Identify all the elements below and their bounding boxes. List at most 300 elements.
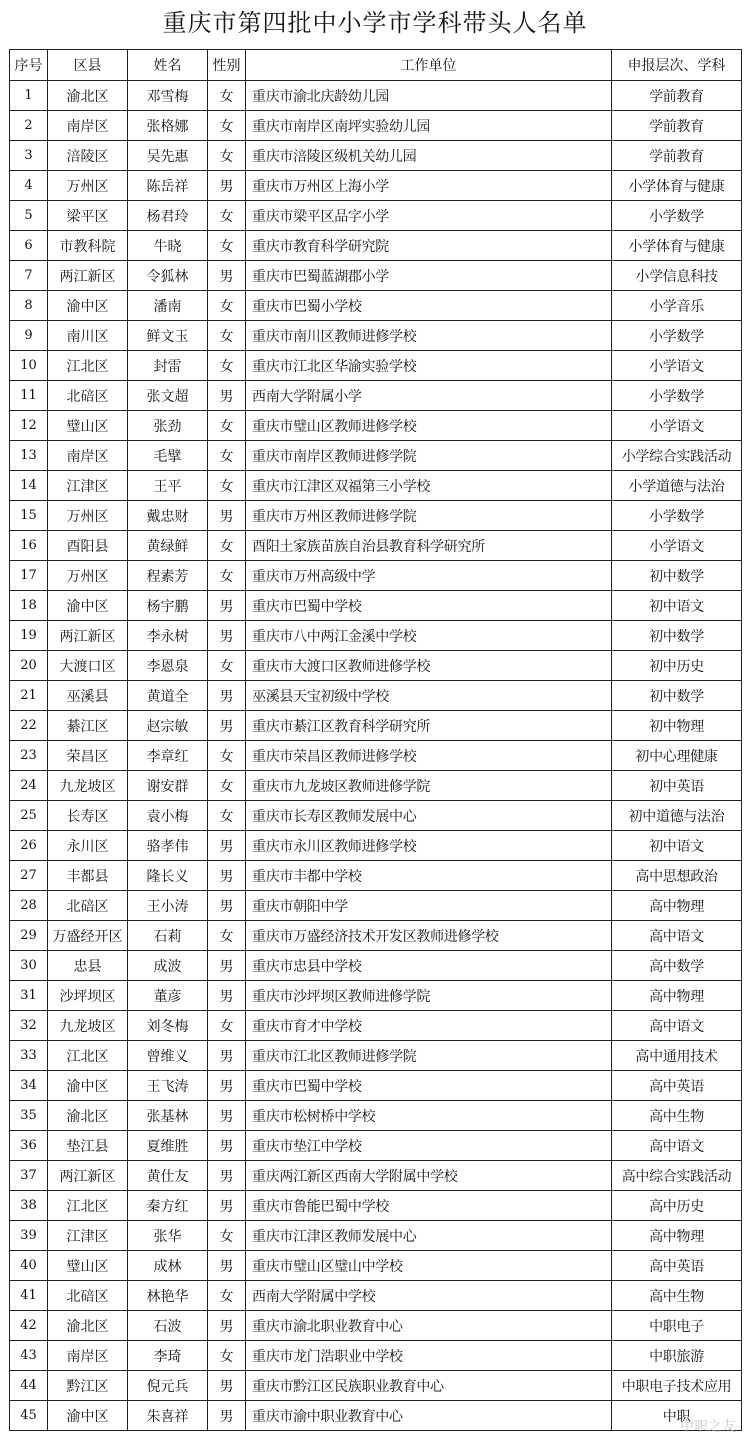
- cell-gender: 女: [208, 1281, 246, 1311]
- cell-index: 8: [10, 291, 48, 321]
- cell-subject: 初中历史: [612, 651, 742, 681]
- cell-district: 涪陵区: [48, 141, 128, 171]
- table-row: [10, 201, 742, 231]
- leaders-table: [9, 49, 742, 1431]
- cell-workplace: 重庆市渝北庆龄幼儿园: [246, 81, 612, 111]
- cell-gender: 男: [208, 681, 246, 711]
- table-row: [10, 1101, 742, 1131]
- cell-name: 邓雪梅: [128, 81, 208, 111]
- cell-name: 赵宗敏: [128, 711, 208, 741]
- cell-index: 36: [10, 1131, 48, 1161]
- table-row: [10, 771, 742, 801]
- cell-name: 潘南: [128, 291, 208, 321]
- table-row: [10, 321, 742, 351]
- header-gender: 性别: [208, 50, 246, 81]
- cell-workplace: 重庆市渝北职业教育中心: [246, 1311, 612, 1341]
- table-header-row: [10, 50, 742, 81]
- cell-district: 万盛经开区: [48, 921, 128, 951]
- cell-subject: 小学数学: [612, 381, 742, 411]
- table-row: [10, 711, 742, 741]
- cell-subject: 小学数学: [612, 501, 742, 531]
- cell-name: 吴先惠: [128, 141, 208, 171]
- cell-gender: 男: [208, 1071, 246, 1101]
- cell-workplace: 重庆市璧山区教师进修学校: [246, 411, 612, 441]
- table-row: [10, 981, 742, 1011]
- cell-index: 41: [10, 1281, 48, 1311]
- cell-district: 璧山区: [48, 1251, 128, 1281]
- cell-index: 24: [10, 771, 48, 801]
- cell-workplace: 重庆市长寿区教师发展中心: [246, 801, 612, 831]
- cell-subject: 高中英语: [612, 1251, 742, 1281]
- cell-district: 北碚区: [48, 1281, 128, 1311]
- cell-index: 10: [10, 351, 48, 381]
- cell-index: 20: [10, 651, 48, 681]
- cell-district: 两江新区: [48, 621, 128, 651]
- table-row: [10, 1071, 742, 1101]
- cell-index: 16: [10, 531, 48, 561]
- cell-workplace: 重庆市荣昌区教师进修学校: [246, 741, 612, 771]
- cell-subject: 高中物理: [612, 891, 742, 921]
- cell-subject: 初中道德与法治: [612, 801, 742, 831]
- cell-workplace: 巫溪县天宝初级中学校: [246, 681, 612, 711]
- table-row: [10, 351, 742, 381]
- cell-district: 江津区: [48, 1221, 128, 1251]
- cell-subject: 小学体育与健康: [612, 171, 742, 201]
- cell-index: 11: [10, 381, 48, 411]
- cell-workplace: 重庆市松树桥中学校: [246, 1101, 612, 1131]
- cell-workplace: 重庆市梁平区品字小学: [246, 201, 612, 231]
- cell-subject: 高中语文: [612, 1011, 742, 1041]
- cell-gender: 男: [208, 261, 246, 291]
- table-row: [10, 621, 742, 651]
- table-row: [10, 1041, 742, 1071]
- cell-name: 石莉: [128, 921, 208, 951]
- cell-subject: 高中生物: [612, 1281, 742, 1311]
- cell-workplace: 重庆市龙门浩职业中学校: [246, 1341, 612, 1371]
- header-name: 姓名: [128, 50, 208, 81]
- cell-name: 牛晓: [128, 231, 208, 261]
- table-body: [10, 81, 742, 1431]
- cell-gender: 男: [208, 951, 246, 981]
- cell-index: 23: [10, 741, 48, 771]
- cell-gender: 男: [208, 831, 246, 861]
- table-row: [10, 561, 742, 591]
- cell-index: 9: [10, 321, 48, 351]
- cell-gender: 女: [208, 1221, 246, 1251]
- table-row: [10, 741, 742, 771]
- cell-name: 隆长义: [128, 861, 208, 891]
- cell-workplace: 重庆市巴蜀中学校: [246, 591, 612, 621]
- cell-subject: 初中数学: [612, 561, 742, 591]
- cell-gender: 男: [208, 1311, 246, 1341]
- cell-district: 长寿区: [48, 801, 128, 831]
- cell-name: 倪元兵: [128, 1371, 208, 1401]
- cell-name: 王飞涛: [128, 1071, 208, 1101]
- cell-workplace: 重庆市沙坪坝区教师进修学院: [246, 981, 612, 1011]
- cell-name: 夏维胜: [128, 1131, 208, 1161]
- cell-name: 张华: [128, 1221, 208, 1251]
- cell-district: 黔江区: [48, 1371, 128, 1401]
- cell-district: 渝中区: [48, 291, 128, 321]
- cell-subject: 小学数学: [612, 321, 742, 351]
- cell-name: 鲜文玉: [128, 321, 208, 351]
- cell-workplace: 重庆市璧山区璧山中学校: [246, 1251, 612, 1281]
- cell-gender: 男: [208, 1131, 246, 1161]
- cell-gender: 男: [208, 171, 246, 201]
- cell-district: 南岸区: [48, 441, 128, 471]
- cell-workplace: 重庆市涪陵区级机关幼儿园: [246, 141, 612, 171]
- cell-name: 成波: [128, 951, 208, 981]
- cell-district: 市教科院: [48, 231, 128, 261]
- cell-subject: 初中语文: [612, 831, 742, 861]
- cell-subject: 高中物理: [612, 1221, 742, 1251]
- table-row: [10, 831, 742, 861]
- cell-subject: 小学数学: [612, 201, 742, 231]
- cell-subject: 学前教育: [612, 111, 742, 141]
- cell-district: 渝北区: [48, 1311, 128, 1341]
- header-district: 区县: [48, 50, 128, 81]
- cell-name: 程素芳: [128, 561, 208, 591]
- cell-index: 27: [10, 861, 48, 891]
- cell-index: 4: [10, 171, 48, 201]
- cell-index: 19: [10, 621, 48, 651]
- cell-name: 成林: [128, 1251, 208, 1281]
- cell-gender: 女: [208, 231, 246, 261]
- cell-gender: 女: [208, 441, 246, 471]
- cell-workplace: 重庆两江新区西南大学附属中学校: [246, 1161, 612, 1191]
- cell-name: 刘冬梅: [128, 1011, 208, 1041]
- cell-subject: 小学语文: [612, 531, 742, 561]
- cell-district: 九龙坡区: [48, 771, 128, 801]
- cell-index: 44: [10, 1371, 48, 1401]
- cell-district: 丰都县: [48, 861, 128, 891]
- cell-subject: 小学语文: [612, 411, 742, 441]
- table-row: [10, 411, 742, 441]
- table-row: [10, 471, 742, 501]
- cell-gender: 女: [208, 291, 246, 321]
- cell-subject: 初中数学: [612, 621, 742, 651]
- header-workplace: 工作单位: [246, 50, 612, 81]
- cell-index: 30: [10, 951, 48, 981]
- cell-subject: 高中数学: [612, 951, 742, 981]
- cell-index: 12: [10, 411, 48, 441]
- cell-workplace: 重庆市黔江区民族职业教育中心: [246, 1371, 612, 1401]
- table-row: [10, 921, 742, 951]
- cell-gender: 女: [208, 471, 246, 501]
- cell-index: 31: [10, 981, 48, 1011]
- cell-workplace: 重庆市朝阳中学: [246, 891, 612, 921]
- cell-workplace: 重庆市南岸区南坪实验幼儿园: [246, 111, 612, 141]
- cell-index: 39: [10, 1221, 48, 1251]
- cell-gender: 女: [208, 81, 246, 111]
- table-row: [10, 1161, 742, 1191]
- cell-index: 32: [10, 1011, 48, 1041]
- table-row: [10, 111, 742, 141]
- cell-district: 江北区: [48, 1041, 128, 1071]
- cell-workplace: 重庆市万盛经济技术开发区教师进修学校: [246, 921, 612, 951]
- cell-name: 毛擘: [128, 441, 208, 471]
- cell-subject: 中职: [612, 1401, 742, 1431]
- cell-name: 李琦: [128, 1341, 208, 1371]
- cell-workplace: 重庆市江北区华渝实验学校: [246, 351, 612, 381]
- table-row: [10, 801, 742, 831]
- table-row: [10, 1251, 742, 1281]
- cell-index: 43: [10, 1341, 48, 1371]
- table-row: [10, 501, 742, 531]
- cell-workplace: 重庆市垫江中学校: [246, 1131, 612, 1161]
- cell-index: 25: [10, 801, 48, 831]
- cell-name: 张格娜: [128, 111, 208, 141]
- cell-index: 3: [10, 141, 48, 171]
- cell-subject: 初中英语: [612, 771, 742, 801]
- cell-name: 董彦: [128, 981, 208, 1011]
- cell-workplace: 重庆市永川区教师进修学校: [246, 831, 612, 861]
- cell-gender: 女: [208, 411, 246, 441]
- watermark: 中职之友: [680, 1419, 736, 1435]
- cell-district: 江津区: [48, 471, 128, 501]
- cell-workplace: 重庆市渝中职业教育中心: [246, 1401, 612, 1431]
- cell-name: 李恩泉: [128, 651, 208, 681]
- table-row: [10, 1311, 742, 1341]
- table-row: [10, 531, 742, 561]
- cell-subject: 高中语文: [612, 1131, 742, 1161]
- cell-index: 28: [10, 891, 48, 921]
- cell-district: 沙坪坝区: [48, 981, 128, 1011]
- cell-index: 42: [10, 1311, 48, 1341]
- cell-workplace: 重庆市大渡口区教师进修学校: [246, 651, 612, 681]
- cell-gender: 女: [208, 111, 246, 141]
- cell-gender: 男: [208, 1161, 246, 1191]
- cell-gender: 女: [208, 321, 246, 351]
- cell-name: 黄绿鲜: [128, 531, 208, 561]
- cell-name: 李永树: [128, 621, 208, 651]
- cell-index: 38: [10, 1191, 48, 1221]
- cell-subject: 小学音乐: [612, 291, 742, 321]
- table-row: [10, 1221, 742, 1251]
- cell-workplace: 重庆市忠县中学校: [246, 951, 612, 981]
- cell-district: 渝北区: [48, 1101, 128, 1131]
- header-subject: 申报层次、学科: [612, 50, 742, 81]
- cell-name: 杨君玲: [128, 201, 208, 231]
- table-row: [10, 1131, 742, 1161]
- table-row: [10, 681, 742, 711]
- table-row: [10, 1191, 742, 1221]
- cell-subject: 高中思想政治: [612, 861, 742, 891]
- cell-index: 22: [10, 711, 48, 741]
- cell-workplace: 重庆市万州区教师进修学院: [246, 501, 612, 531]
- cell-name: 王小涛: [128, 891, 208, 921]
- cell-name: 林艳华: [128, 1281, 208, 1311]
- cell-workplace: 重庆市南川区教师进修学校: [246, 321, 612, 351]
- cell-subject: 高中英语: [612, 1071, 742, 1101]
- cell-index: 17: [10, 561, 48, 591]
- cell-gender: 女: [208, 921, 246, 951]
- cell-gender: 女: [208, 1341, 246, 1371]
- cell-subject: 高中生物: [612, 1101, 742, 1131]
- cell-name: 朱喜祥: [128, 1401, 208, 1431]
- cell-subject: 高中语文: [612, 921, 742, 951]
- cell-gender: 男: [208, 621, 246, 651]
- cell-name: 秦方红: [128, 1191, 208, 1221]
- table-row: [10, 1281, 742, 1311]
- cell-gender: 女: [208, 531, 246, 561]
- cell-gender: 男: [208, 981, 246, 1011]
- cell-name: 张文超: [128, 381, 208, 411]
- cell-gender: 女: [208, 1011, 246, 1041]
- cell-workplace: 重庆市育才中学校: [246, 1011, 612, 1041]
- cell-index: 35: [10, 1101, 48, 1131]
- cell-name: 黄仕友: [128, 1161, 208, 1191]
- table-row: [10, 381, 742, 411]
- cell-index: 40: [10, 1251, 48, 1281]
- table-row: [10, 951, 742, 981]
- cell-workplace: 重庆市江津区教师发展中心: [246, 1221, 612, 1251]
- cell-workplace: 重庆市丰都中学校: [246, 861, 612, 891]
- cell-workplace: 重庆市綦江区教育科学研究所: [246, 711, 612, 741]
- cell-index: 2: [10, 111, 48, 141]
- cell-index: 37: [10, 1161, 48, 1191]
- cell-subject: 小学体育与健康: [612, 231, 742, 261]
- cell-workplace: 重庆市江津区双福第三小学校: [246, 471, 612, 501]
- cell-district: 南岸区: [48, 111, 128, 141]
- cell-name: 石波: [128, 1311, 208, 1341]
- cell-district: 九龙坡区: [48, 1011, 128, 1041]
- cell-subject: 初中物理: [612, 711, 742, 741]
- cell-index: 45: [10, 1401, 48, 1431]
- cell-index: 1: [10, 81, 48, 111]
- header-index: 序号: [10, 50, 48, 81]
- cell-name: 谢安群: [128, 771, 208, 801]
- table-row: [10, 1401, 742, 1431]
- cell-subject: 小学信息科技: [612, 261, 742, 291]
- cell-name: 戴忠财: [128, 501, 208, 531]
- cell-district: 北碚区: [48, 891, 128, 921]
- cell-name: 曾维义: [128, 1041, 208, 1071]
- cell-district: 南岸区: [48, 1341, 128, 1371]
- table-row: [10, 291, 742, 321]
- cell-name: 张劲: [128, 411, 208, 441]
- cell-subject: 小学综合实践活动: [612, 441, 742, 471]
- cell-district: 綦江区: [48, 711, 128, 741]
- cell-index: 29: [10, 921, 48, 951]
- table-row: [10, 591, 742, 621]
- cell-gender: 男: [208, 381, 246, 411]
- cell-subject: 高中通用技术: [612, 1041, 742, 1071]
- cell-name: 李章红: [128, 741, 208, 771]
- table-row: [10, 441, 742, 471]
- cell-district: 永川区: [48, 831, 128, 861]
- cell-district: 梁平区: [48, 201, 128, 231]
- table-row: [10, 861, 742, 891]
- cell-workplace: 重庆市巴蜀中学校: [246, 1071, 612, 1101]
- cell-workplace: 重庆市万州区上海小学: [246, 171, 612, 201]
- cell-name: 张基林: [128, 1101, 208, 1131]
- cell-district: 万州区: [48, 171, 128, 201]
- cell-gender: 男: [208, 501, 246, 531]
- cell-gender: 男: [208, 891, 246, 921]
- cell-district: 万州区: [48, 561, 128, 591]
- cell-index: 15: [10, 501, 48, 531]
- cell-index: 18: [10, 591, 48, 621]
- table-row: [10, 81, 742, 111]
- cell-gender: 男: [208, 861, 246, 891]
- cell-name: 封雷: [128, 351, 208, 381]
- cell-subject: 中职旅游: [612, 1341, 742, 1371]
- table-row: [10, 1011, 742, 1041]
- cell-name: 令狐林: [128, 261, 208, 291]
- cell-district: 渝北区: [48, 81, 128, 111]
- cell-subject: 学前教育: [612, 141, 742, 171]
- table-row: [10, 651, 742, 681]
- cell-gender: 女: [208, 801, 246, 831]
- cell-workplace: 重庆市巴蜀小学校: [246, 291, 612, 321]
- cell-gender: 男: [208, 1371, 246, 1401]
- cell-name: 王平: [128, 471, 208, 501]
- cell-subject: 中职电子技术应用: [612, 1371, 742, 1401]
- cell-district: 江北区: [48, 1191, 128, 1221]
- cell-district: 荣昌区: [48, 741, 128, 771]
- cell-district: 万州区: [48, 501, 128, 531]
- table-row: [10, 1371, 742, 1401]
- cell-gender: 男: [208, 1191, 246, 1221]
- cell-subject: 初中数学: [612, 681, 742, 711]
- cell-gender: 女: [208, 741, 246, 771]
- cell-district: 巫溪县: [48, 681, 128, 711]
- cell-workplace: 酉阳土家族苗族自治县教育科学研究所: [246, 531, 612, 561]
- cell-gender: 男: [208, 1401, 246, 1431]
- table-row: [10, 141, 742, 171]
- cell-district: 垫江县: [48, 1131, 128, 1161]
- cell-index: 34: [10, 1071, 48, 1101]
- cell-gender: 女: [208, 771, 246, 801]
- cell-subject: 高中综合实践活动: [612, 1161, 742, 1191]
- cell-index: 5: [10, 201, 48, 231]
- cell-name: 黄道全: [128, 681, 208, 711]
- cell-district: 渝中区: [48, 1071, 128, 1101]
- cell-name: 骆孝伟: [128, 831, 208, 861]
- cell-index: 26: [10, 831, 48, 861]
- cell-district: 江北区: [48, 351, 128, 381]
- cell-workplace: 重庆市教育科学研究院: [246, 231, 612, 261]
- cell-district: 北碚区: [48, 381, 128, 411]
- cell-gender: 女: [208, 141, 246, 171]
- cell-index: 14: [10, 471, 48, 501]
- cell-workplace: 重庆市九龙坡区教师进修学院: [246, 771, 612, 801]
- cell-district: 渝中区: [48, 591, 128, 621]
- cell-subject: 小学语文: [612, 351, 742, 381]
- cell-workplace: 重庆市八中两江金溪中学校: [246, 621, 612, 651]
- cell-district: 酉阳县: [48, 531, 128, 561]
- cell-gender: 女: [208, 561, 246, 591]
- cell-district: 南川区: [48, 321, 128, 351]
- table-row: [10, 261, 742, 291]
- cell-subject: 初中心理健康: [612, 741, 742, 771]
- cell-subject: 中职电子: [612, 1311, 742, 1341]
- cell-workplace: 重庆市江北区教师进修学院: [246, 1041, 612, 1071]
- cell-name: 袁小梅: [128, 801, 208, 831]
- cell-index: 33: [10, 1041, 48, 1071]
- table-row: [10, 231, 742, 261]
- cell-gender: 男: [208, 1041, 246, 1071]
- cell-workplace: 重庆市巴蜀蓝湖郡小学: [246, 261, 612, 291]
- cell-index: 13: [10, 441, 48, 471]
- cell-subject: 小学道德与法治: [612, 471, 742, 501]
- cell-district: 璧山区: [48, 411, 128, 441]
- table-row: [10, 891, 742, 921]
- cell-subject: 初中语文: [612, 591, 742, 621]
- cell-district: 大渡口区: [48, 651, 128, 681]
- cell-district: 忠县: [48, 951, 128, 981]
